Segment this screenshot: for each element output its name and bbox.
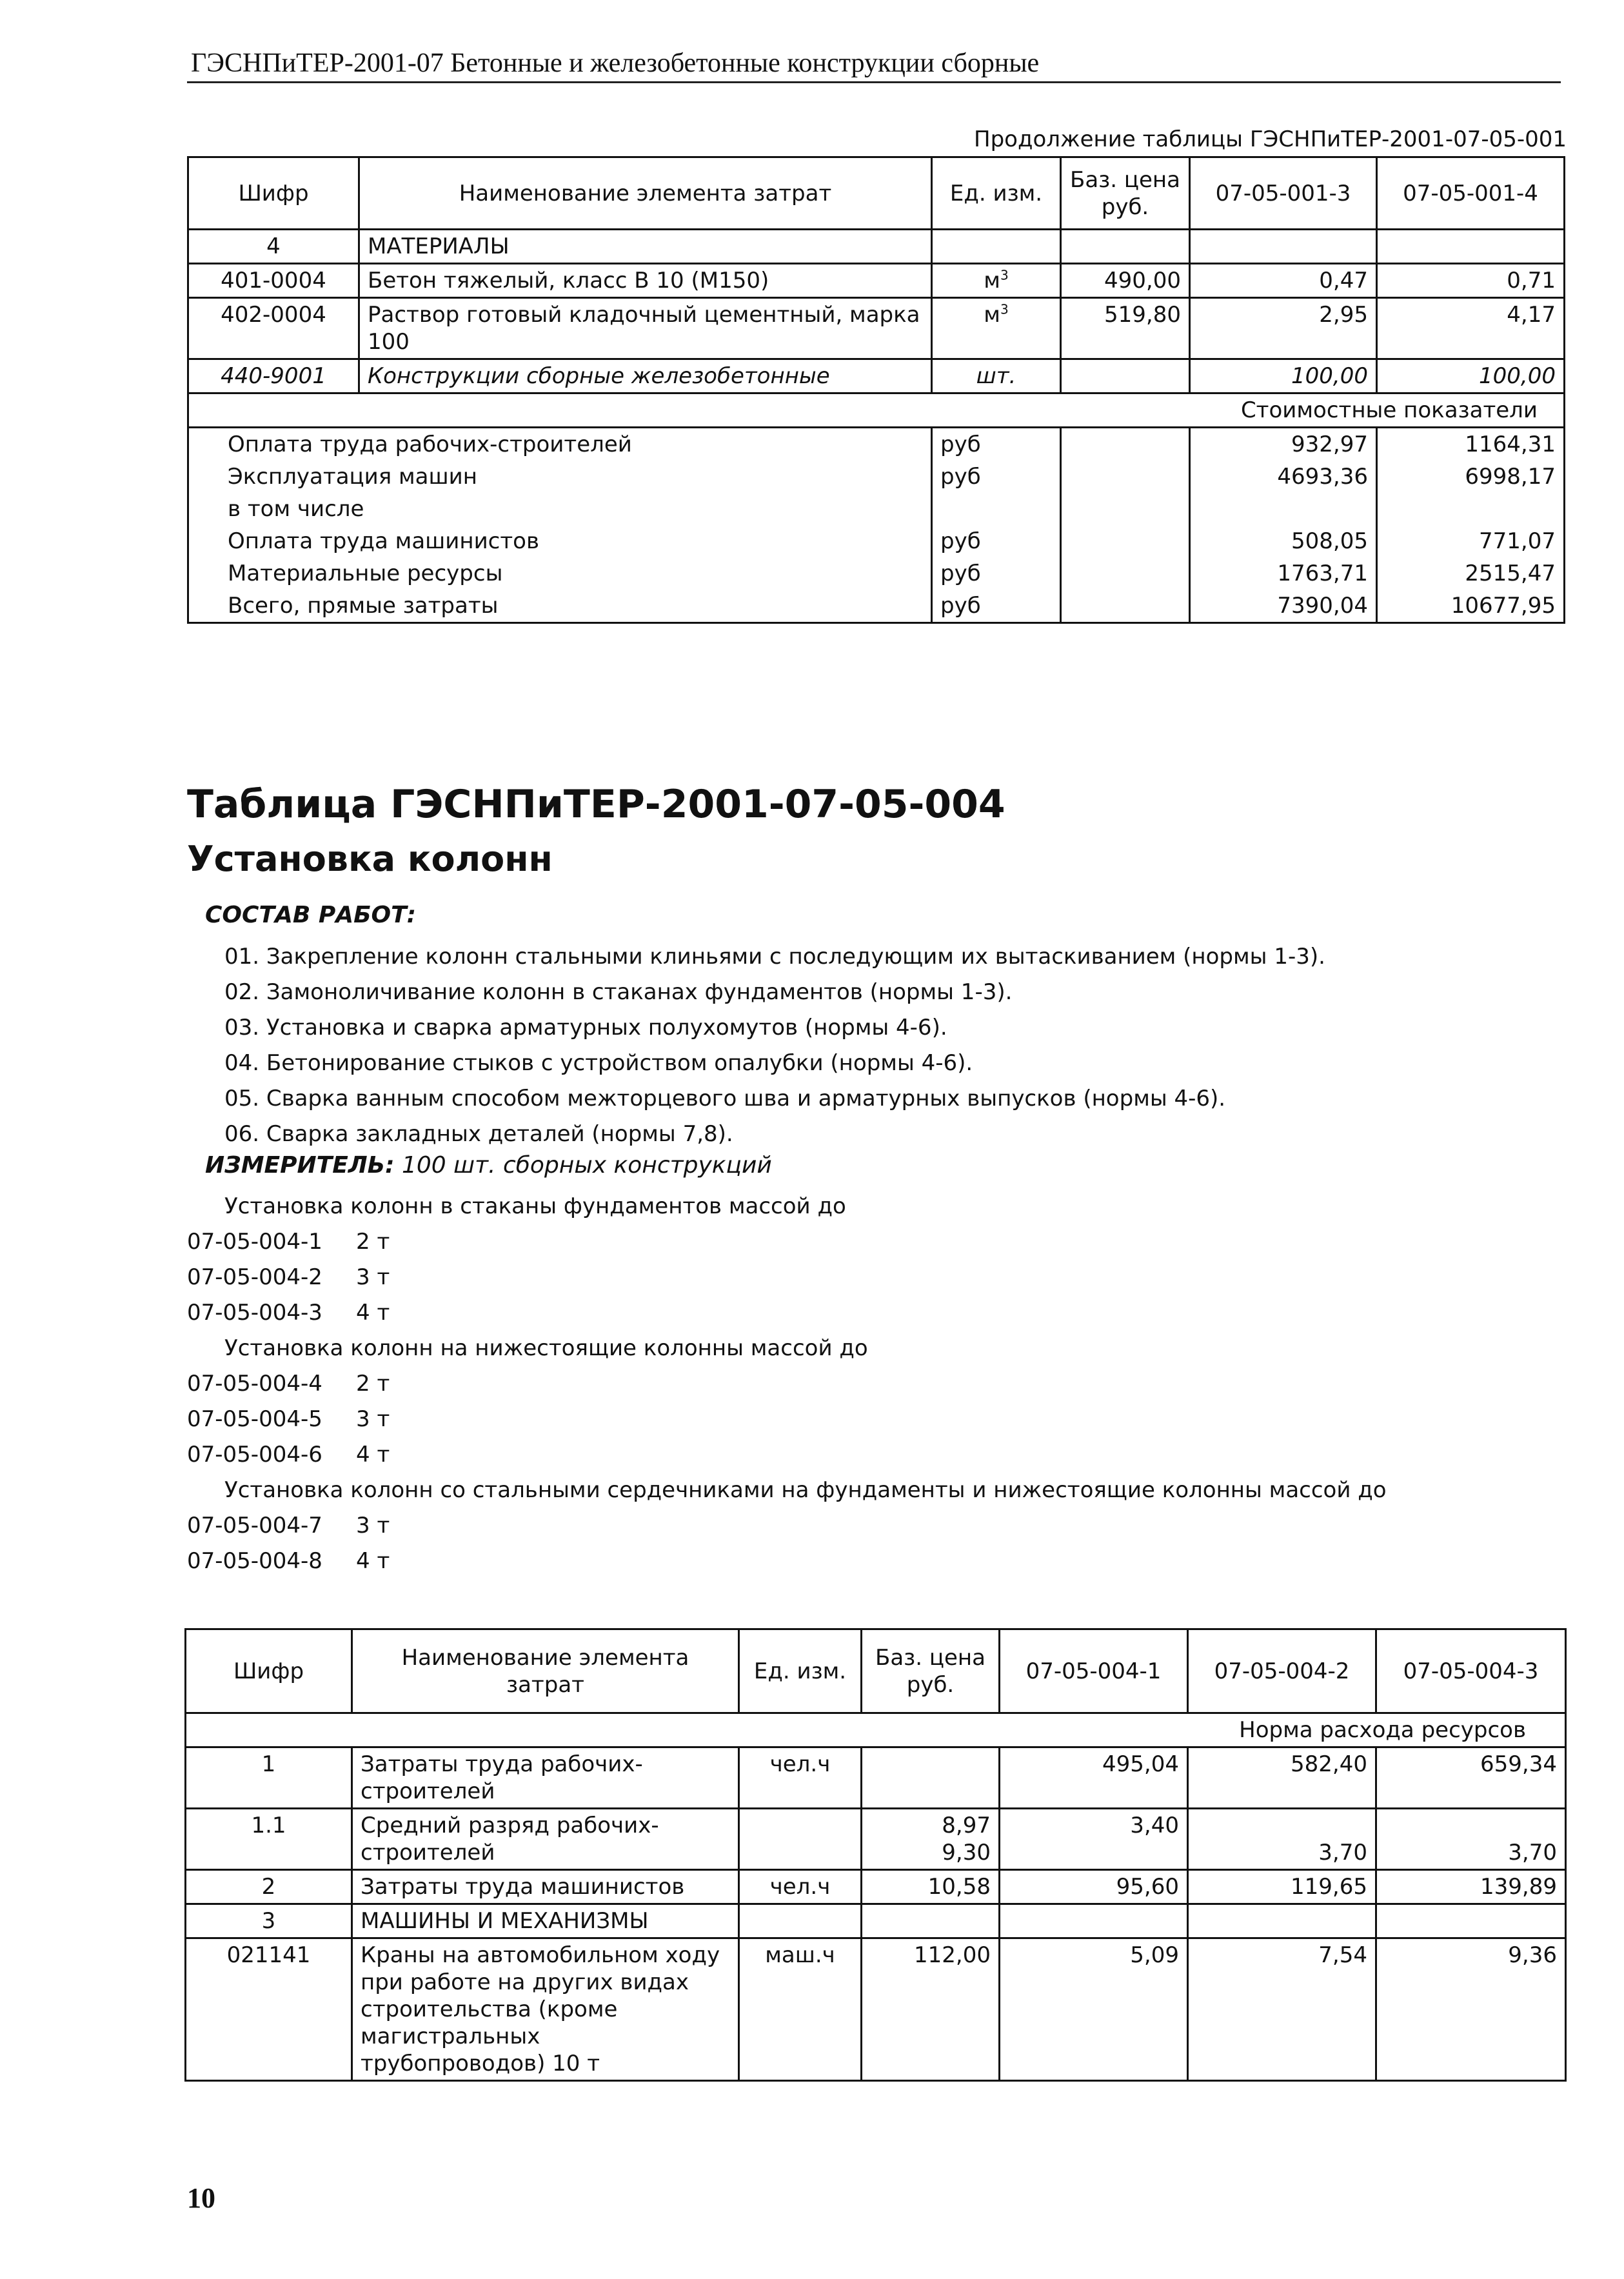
cell-value: 3,70: [1188, 1809, 1376, 1870]
table-row: [186, 1938, 1566, 2081]
cost-row: [188, 590, 1565, 623]
cost-value: 1164,31: [1377, 428, 1565, 461]
cell-value: 3,70: [1376, 1809, 1566, 1870]
column-header: Баз. цена руб.: [862, 1629, 1000, 1713]
column-header: Ед. изм.: [932, 157, 1061, 230]
cell-code: 1: [186, 1747, 352, 1809]
cell-name: МАТЕРИАЛЫ: [359, 230, 932, 264]
cell-value: 100,00: [1190, 359, 1377, 393]
cost-price: [1061, 461, 1190, 493]
cost-name: в том числе: [188, 493, 932, 525]
cell-code: 440-9001: [188, 359, 359, 393]
cell-value: 659,34: [1376, 1747, 1566, 1809]
cost-row: [188, 525, 1565, 557]
cell-price: [1061, 359, 1190, 393]
table-row: [186, 1904, 1566, 1938]
header-rule: [187, 81, 1561, 83]
cell-name: Затраты труда рабочих-строителей: [352, 1747, 739, 1809]
norm-header: Норма расхода ресурсов: [186, 1713, 1566, 1747]
cost-price: [1061, 590, 1190, 623]
cost-value: 508,05: [1190, 525, 1377, 557]
norm-value: 2 т: [356, 1371, 390, 1397]
norm-item: [187, 1402, 1387, 1437]
table-row: [188, 359, 1565, 393]
list-item: 05. Сварка ванным способом межторцевого шва и арматурных выпусков (нормы 4-6).: [224, 1086, 1226, 1111]
norm-group-title: Установка колонн в стаканы фундаментов массой до: [224, 1193, 846, 1219]
norm-item: [187, 1508, 1387, 1544]
cost-value: 4693,36: [1190, 461, 1377, 493]
cell-unit: чел.ч: [739, 1747, 862, 1809]
list-item: 01. Закрепление колонн стальными клиньями с последующим их вытаскиванием (нормы 1-3).: [224, 944, 1325, 970]
column-header: 07-05-004-2: [1188, 1629, 1376, 1713]
cost-unit: руб: [932, 557, 1061, 590]
table-row: [186, 1809, 1566, 1870]
unit-text: м: [984, 302, 1000, 328]
cell-value: [1376, 1904, 1566, 1938]
cell-code: 021141: [186, 1938, 352, 2081]
norm-code: 07-05-004-1: [187, 1229, 322, 1255]
cost-unit: руб: [932, 525, 1061, 557]
norm-value: 4 т: [356, 1548, 390, 1574]
column-header: 07-05-004-3: [1376, 1629, 1566, 1713]
column-header: Наименование элемента затрат: [359, 157, 932, 230]
list-item: 06. Сварка закладных деталей (нормы 7,8).: [224, 1121, 733, 1147]
section-subtitle: Установка колонн: [187, 839, 553, 879]
table-row: [186, 1870, 1566, 1904]
cell-code: 1.1: [186, 1809, 352, 1870]
column-header: 07-05-004-1: [1000, 1629, 1188, 1713]
table-07-05-001-continuation: [187, 156, 1565, 624]
measure-value: 100 шт. сборных конструкций: [401, 1152, 772, 1179]
cost-name: Эксплуатация машин: [188, 461, 932, 493]
cell-price: [862, 1809, 1000, 1870]
cell-unit: [932, 264, 1061, 298]
cell-value: [1377, 230, 1565, 264]
norm-group-title: Установка колонн на нижестоящие колонны массой до: [224, 1335, 868, 1361]
cell-unit: чел.ч: [739, 1870, 862, 1904]
cell-name: Раствор готовый кладочный цементный, марка 100: [359, 298, 932, 359]
cell-value: 0,71: [1377, 264, 1565, 298]
norm-code: 07-05-004-8: [187, 1548, 322, 1574]
cell-value: 582,40: [1188, 1747, 1376, 1809]
norm-value: 3 т: [356, 1264, 390, 1290]
cell-code: 401-0004: [188, 264, 359, 298]
cell-price: 10,58: [862, 1870, 1000, 1904]
cost-unit: руб: [932, 461, 1061, 493]
norm-item: [187, 1295, 1387, 1331]
unit-text: м: [984, 268, 1000, 294]
measure-label: ИЗМЕРИТЕЛЬ:: [205, 1152, 395, 1179]
norm-item: [187, 1544, 1387, 1579]
cost-value: 2515,47: [1377, 557, 1565, 590]
column-header: Наименование элемента затрат: [352, 1629, 739, 1713]
cell-value: 2,95: [1190, 298, 1377, 359]
cost-name: Оплата труда рабочих-строителей: [188, 428, 932, 461]
cost-value: 6998,17: [1377, 461, 1565, 493]
unit-superscript: 3: [1000, 301, 1009, 317]
measure-line: [205, 1152, 772, 1179]
cell-value: 3,40: [1000, 1809, 1188, 1870]
cell-price: 519,80: [1061, 298, 1190, 359]
cell-code: 2: [186, 1870, 352, 1904]
cell-name: Средний разряд рабочих-строителей: [352, 1809, 739, 1870]
cell-unit: маш.ч: [739, 1938, 862, 2081]
norm-code: 07-05-004-5: [187, 1406, 322, 1432]
running-header: ГЭСНПиТЕР-2001-07 Бетонные и железобетонные конструкции сборные: [191, 48, 1040, 78]
section-title: Таблица ГЭСНПиТЕР-2001-07-05-004: [187, 782, 1005, 827]
list-item: 04. Бетонирование стыков с устройством опалубки (нормы 4-6).: [224, 1050, 973, 1076]
cell-name: Бетон тяжелый, класс В 10 (М150): [359, 264, 932, 298]
table-row: [188, 230, 1565, 264]
cost-row: [188, 461, 1565, 493]
cost-price: [1061, 525, 1190, 557]
table2-header-row: [186, 1629, 1566, 1713]
cell-price: [1061, 230, 1190, 264]
norm-value: 3 т: [356, 1513, 390, 1538]
list-item: 02. Замоноличивание колонн в стаканах фундаментов (нормы 1-3).: [224, 979, 1013, 1005]
cost-unit: руб: [932, 428, 1061, 461]
cell-value: 5,09: [1000, 1938, 1188, 2081]
column-header: Ед. изм.: [739, 1629, 862, 1713]
cost-value: 932,97: [1190, 428, 1377, 461]
work-composition-heading: СОСТАВ РАБОТ:: [205, 902, 417, 928]
norm-value: 3 т: [356, 1406, 390, 1432]
table1-caption: Продолжение таблицы ГЭСНПиТЕР-2001-07-05-001: [974, 126, 1567, 152]
cost-unit: руб: [932, 590, 1061, 623]
cost-value: [1377, 493, 1565, 525]
cost-name: Всего, прямые затраты: [188, 590, 932, 623]
norm-header-row: [186, 1713, 1566, 1747]
cell-name: Конструкции сборные железобетонные: [359, 359, 932, 393]
cell-price: [862, 1747, 1000, 1809]
cell-unit: [739, 1809, 862, 1870]
column-header: Баз. цена руб.: [1061, 157, 1190, 230]
cell-unit: [932, 230, 1061, 264]
cell-price: 112,00: [862, 1938, 1000, 2081]
cell-value: 4,17: [1377, 298, 1565, 359]
norm-value: 4 т: [356, 1442, 390, 1468]
norm-value: 2 т: [356, 1229, 390, 1255]
cell-unit: [932, 298, 1061, 359]
cost-price: [1061, 428, 1190, 461]
table1-header-row: [188, 157, 1565, 230]
cost-value: 771,07: [1377, 525, 1565, 557]
norm-code: 07-05-004-4: [187, 1371, 322, 1397]
column-header: 07-05-001-4: [1377, 157, 1565, 230]
cell-value: 100,00: [1377, 359, 1565, 393]
norm-value: 4 т: [356, 1300, 390, 1326]
cell-value: 95,60: [1000, 1870, 1188, 1904]
table-row: [188, 298, 1565, 359]
cost-value: 10677,95: [1377, 590, 1565, 623]
price-line: 9,30: [942, 1840, 991, 1866]
cost-price: [1061, 557, 1190, 590]
cell-value: 0,47: [1190, 264, 1377, 298]
cell-code: 402-0004: [188, 298, 359, 359]
cost-row: [188, 428, 1565, 461]
cell-code: 3: [186, 1904, 352, 1938]
unit-superscript: 3: [1000, 267, 1009, 283]
norm-code: 07-05-004-6: [187, 1442, 322, 1468]
cost-value: 1763,71: [1190, 557, 1377, 590]
norm-group-title: Установка колонн со стальными сердечниками на фундаменты и нижестоящие колонны массой до: [224, 1477, 1387, 1503]
cell-value: 139,89: [1376, 1870, 1566, 1904]
list-item: 03. Установка и сварка арматурных полухомутов (нормы 4-6).: [224, 1015, 947, 1040]
norm-group: [187, 1189, 1387, 1579]
norm-item: [187, 1224, 1387, 1260]
cell-name: Затраты труда машинистов: [352, 1870, 739, 1904]
cell-name: Краны на автомобильном ходу при работе на других видах строительства (кроме магистральных трубопроводов) 10 т: [352, 1938, 739, 2081]
cell-unit: шт.: [932, 359, 1061, 393]
cell-value: 119,65: [1188, 1870, 1376, 1904]
cell-value: 9,36: [1376, 1938, 1566, 2081]
cell-value: 7,54: [1188, 1938, 1376, 2081]
norm-item: [187, 1260, 1387, 1295]
cell-value: [1190, 230, 1377, 264]
norm-code: 07-05-004-2: [187, 1264, 322, 1290]
cost-header: Стоимостные показатели: [188, 393, 1565, 428]
cost-header-row: [188, 393, 1565, 428]
cost-price: [1061, 493, 1190, 525]
cell-price: [862, 1904, 1000, 1938]
cost-row: [188, 493, 1565, 525]
cost-name: Материальные ресурсы: [188, 557, 932, 590]
table-row: [188, 264, 1565, 298]
cost-row: [188, 557, 1565, 590]
table-07-05-004: [184, 1628, 1567, 2082]
norm-code: 07-05-004-3: [187, 1300, 322, 1326]
norm-item: [187, 1366, 1387, 1402]
price-line: 8,97: [942, 1813, 991, 1838]
column-header: Шифр: [186, 1629, 352, 1713]
cell-value: [1000, 1904, 1188, 1938]
table-row: [186, 1747, 1566, 1809]
cost-value: [1190, 493, 1377, 525]
cell-value: 495,04: [1000, 1747, 1188, 1809]
cost-value: 7390,04: [1190, 590, 1377, 623]
cell-code: 4: [188, 230, 359, 264]
cell-price: 490,00: [1061, 264, 1190, 298]
column-header: Шифр: [188, 157, 359, 230]
norm-code: 07-05-004-7: [187, 1513, 322, 1538]
cost-unit: [932, 493, 1061, 525]
norm-item: [187, 1437, 1387, 1473]
column-header: 07-05-001-3: [1190, 157, 1377, 230]
cost-name: Оплата труда машинистов: [188, 525, 932, 557]
cell-value: [1188, 1904, 1376, 1938]
work-composition-list: [224, 939, 1325, 1152]
cell-unit: [739, 1904, 862, 1938]
page-number: 10: [187, 2182, 215, 2214]
cell-name: МАШИНЫ И МЕХАНИЗМЫ: [352, 1904, 739, 1938]
